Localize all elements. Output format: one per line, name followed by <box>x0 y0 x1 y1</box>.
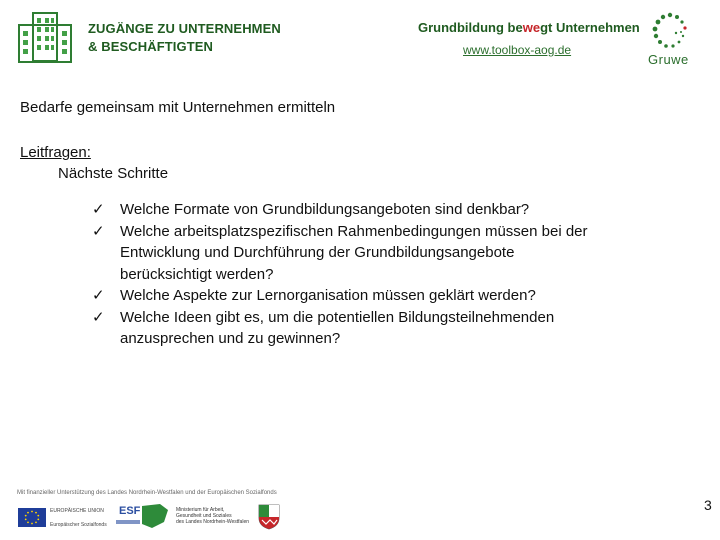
list-item <box>92 221 592 286</box>
project-title-line2: & BESCHÄFTIGTEN <box>88 39 213 54</box>
eu-label-line1: EUROPÄISCHE UNION <box>50 508 104 514</box>
page-title: Bedarfe gemeinsam mit Unternehmen ermitteln <box>20 99 336 116</box>
question-text: Welche Formate von Grundbildungsangeboten sind denkbar? <box>120 201 530 218</box>
checkmark-icon: ✓ <box>92 308 105 326</box>
eu-flag-icon <box>18 508 46 527</box>
tagline-part2: gt Unternehmen <box>540 20 640 35</box>
page-number: 3 <box>704 497 712 513</box>
question-list <box>92 199 592 350</box>
project-title <box>88 20 281 56</box>
question-text: Welche Aspekte zur Lernorganisation müssen geklärt werden? <box>120 287 536 304</box>
question-text: Welche Ideen gibt es, um die potentiellen Bildungsteilnehmenden anzusprechen und zu gewinnen? <box>120 308 555 347</box>
ministry-line3: des Landes Nordrhein-Westfalen <box>176 519 250 525</box>
eu-label <box>50 508 107 528</box>
gruwe-brand: Gruwe <box>648 52 689 67</box>
ministry-label <box>176 507 258 525</box>
funding-caption: Mit finanzieller Unterstützung des Landes Nordrhein-Westfalen und der Europäischen Sozialfonds <box>17 490 277 496</box>
list-item <box>92 307 592 350</box>
nrw-crest-icon <box>258 504 280 530</box>
question-text: Welche arbeitsplatzspezifischen Rahmenbedingungen müssen bei der Entwicklung und Durchführung der Grundbildungsangebote berücksichtigt werden? <box>120 222 588 283</box>
tagline-part1: Grundbildung be <box>418 20 523 35</box>
list-item <box>92 285 592 307</box>
esf-label: ESF <box>119 505 141 517</box>
checkmark-icon: ✓ <box>92 287 105 304</box>
building-icon <box>18 11 72 63</box>
next-steps-label: Nächste Schritte <box>58 165 169 182</box>
toolbox-link[interactable]: www.toolbox-aog.de <box>463 43 572 57</box>
checkmark-icon: ✓ <box>92 222 105 240</box>
tagline <box>418 20 640 35</box>
project-title-line1: ZUGÄNGE ZU UNTERNEHMEN <box>88 21 281 36</box>
list-item <box>92 199 592 221</box>
ministry-line2: Gesundheit und Soziales <box>176 513 232 519</box>
ministry-line1: Ministerium für Arbeit, <box>176 507 225 513</box>
leitfragen-label: Leitfragen: <box>20 144 91 161</box>
checkmark-icon: ✓ <box>92 201 105 218</box>
eu-label-line2: Europäischer Sozialfonds <box>50 522 107 528</box>
tagline-accent: we <box>522 20 541 35</box>
gruwe-dots-icon <box>650 11 690 51</box>
